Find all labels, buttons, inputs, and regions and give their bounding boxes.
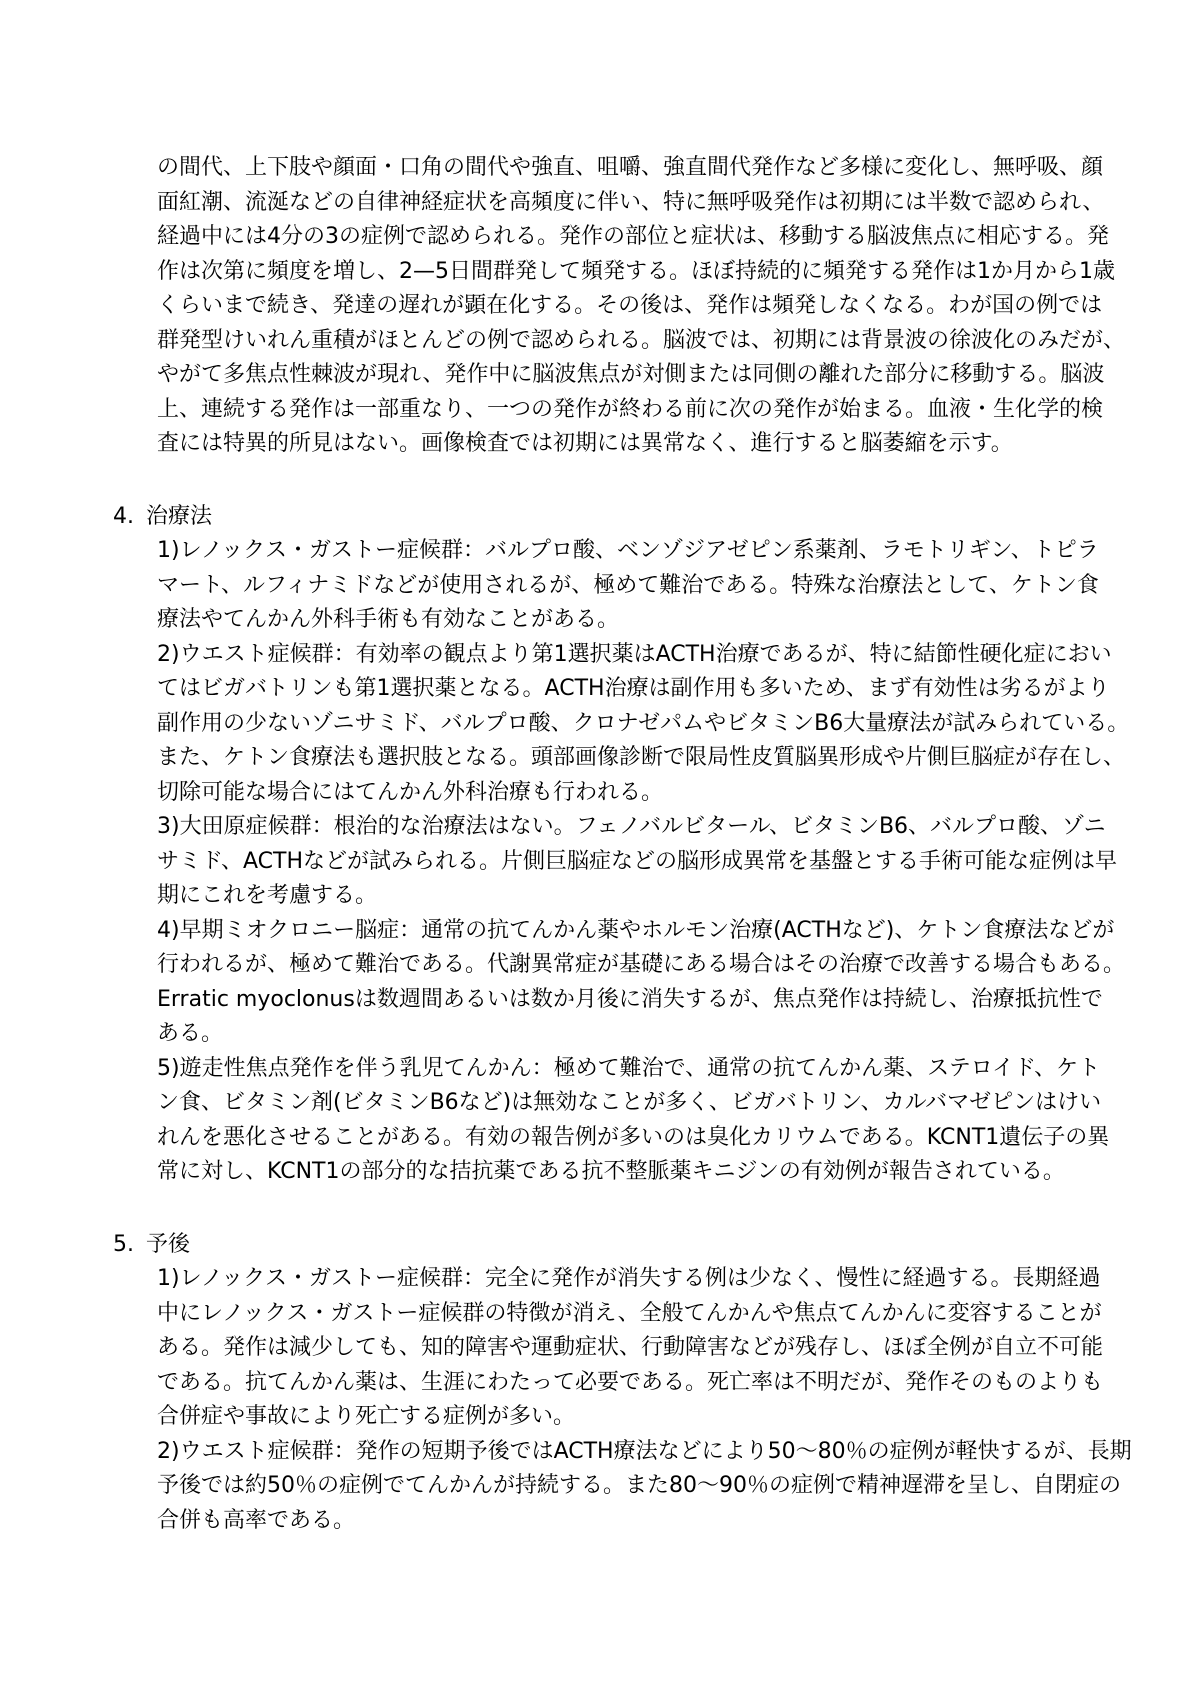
text-line: 副作用の少ないゾニサミド、バルプロ酸、クロナゼパムやビタミンB6大量療法が試みられている。 (157, 710, 1130, 736)
section-number: 5. (113, 1231, 134, 1257)
text-line: 期にこれを考慮する。 (157, 883, 378, 908)
text-line: 3)大田原症候群：根治的な治療法はない。フェノバルビタール、ビタミンB6、バルプロ酸、ゾニ (157, 814, 1106, 839)
text-line: ある。発作は減少しても、知的障害や運動症状、行動障害などが残存し、ほぼ全例が自立不可能 (157, 1335, 1104, 1360)
list-item (113, 534, 1099, 638)
text-line: れんを悪化させることがある。有効の報告例が多いのは臭化カリウムである。KCNT1遺伝子の異 (157, 1124, 1110, 1150)
text-line: マート、ルフィナミドなどが使用されるが、極めて難治である。特殊な治療法として、ケトン食 (157, 572, 1099, 598)
text-line: 4)早期ミオクロニー脳症：通常の抗てんかん薬やホルモン治療(ACTHなど)、ケトン食療法などが (157, 917, 1115, 943)
section-number: 4. (113, 503, 134, 529)
text-line: 中にレノックス・ガストー症候群の特徴が消え、全般てんかんや焦点てんかんに変容することが (157, 1300, 1102, 1326)
list-item (113, 1052, 1110, 1190)
text-line: 1)レノックス・ガストー症候群：バルプロ酸、ベンゾジアゼピン系薬剤、ラモトリギン、トピラ (157, 538, 1099, 563)
text-line: 5)遊走性焦点発作を伴う乳児てんかん：極めて難治で、通常の抗てんかん薬、ステロイド、ケト (157, 1055, 1101, 1081)
text-line: 1)レノックス・ガストー症候群：完全に発作が消失する例は少なく、慢性に経過する。長期経過 (157, 1266, 1101, 1291)
section-heading (113, 500, 1093, 535)
text-line: 予後では約50％の症例でてんかんが持続する。また80～90％の症例で精神遅滞を呈し、自閉症の (157, 1473, 1121, 1498)
text-line: 査には特異的所見はない。画像検査では初期には異常なく、進行すると脳萎縮を示す。 (157, 431, 1013, 456)
text-line: 面紅潮、流涎などの自律神経症状を高頻度に伴い、特に無呼吸発作は初期には半数で認められ、 (157, 189, 1105, 215)
text-line: 療法やてんかん外科手術も有効なことがある。 (157, 607, 620, 632)
section-heading (113, 1228, 1093, 1263)
text-line: 合併も高率である。 (157, 1507, 356, 1533)
list-item (113, 810, 1118, 914)
text-line: 常に対し、KCNT1の部分的な拮抗薬である抗不整脈薬キニジンの有効例が報告されている。 (157, 1159, 1065, 1184)
list-item (113, 638, 1130, 811)
list-item (113, 1435, 1132, 1539)
text-line: 2)ウエスト症候群：発作の短期予後ではACTH療法などにより50～80％の症例が軽快するが、長期 (157, 1438, 1132, 1464)
text-line: ン食、ビタミン剤(ビタミンB6など)は無効なことが多く、ビガバトリン、カルバマゼピンはけい (157, 1090, 1102, 1115)
text-line: 作は次第に頻度を増し、2—5日間群発して頻発する。ほぼ持続的に頻発する発作は1か月から1歳 (157, 258, 1115, 284)
text-line: 群発型けいれん重積がほとんどの例で認められる。脳波では、初期には背景波の徐波化のみだが、 (157, 327, 1126, 353)
list-item (113, 1262, 1104, 1435)
intro-paragraph (113, 151, 1126, 462)
text-line: 切除可能な場合にはてんかん外科治療も行われる。 (157, 779, 664, 805)
text-line: サミド、ACTHなどが試みられる。片側巨脳症などの脳形成異常を基盤とする手術可能な症例は早 (157, 848, 1118, 874)
text-line: また、ケトン食療法も選択肢となる。頭部画像診断で限局性皮質脳異形成や片側巨脳症が存在し、 (157, 745, 1126, 770)
text-line: 上、連続する発作は一部重なり、一つの発作が終わる前に次の発作が始まる。血液・生化学的検 (157, 396, 1104, 422)
section-title: 予後 (146, 1231, 191, 1257)
text-line: 合併症や事故により死亡する症例が多い。 (157, 1404, 576, 1429)
section-title: 治療法 (146, 503, 213, 529)
text-line: である。抗てんかん薬は、生涯にわたって必要である。死亡率は不明だが、発作そのものよりも (157, 1369, 1104, 1395)
text-line: やがて多焦点性棘波が現れ、発作中に脳波焦点が対側または同側の離れた部分に移動する。脳波 (157, 362, 1105, 387)
list-item (113, 914, 1126, 1052)
section-4 (113, 500, 1130, 1190)
text-line: 経過中には4分の3の症例で認められる。発作の部位と症状は、移動する脳波焦点に相応する。発 (157, 224, 1109, 249)
text-line: てはビガバトリンも第1選択薬となる。ACTH治療は副作用も多いため、まず有効性は劣るがより (157, 676, 1110, 701)
text-line: 2)ウエスト症候群：有効率の観点より第1選択薬はACTH治療であるが、特に結節性硬化症におい (157, 641, 1112, 667)
document-page (113, 151, 1132, 1538)
text-line: ある。 (157, 1021, 224, 1046)
text-line: の間代、上下肢や顔面・口角の間代や強直、咀嚼、強直間代発作など多様に変化し、無呼吸、顔 (157, 155, 1104, 180)
text-line: Erratic myoclonusは数週間あるいは数か月後に消失するが、焦点発作は持続し、治療抵抗性で (157, 986, 1103, 1012)
text-line: くらいまで続き、発達の遅れが顕在化する。その後は、発作は頻発しなくなる。わが国の例では (157, 293, 1103, 318)
text-line: 行われるが、極めて難治である。代謝異常症が基礎にある場合はその治療で改善する場合もある。 (157, 952, 1126, 977)
section-5 (113, 1228, 1132, 1539)
